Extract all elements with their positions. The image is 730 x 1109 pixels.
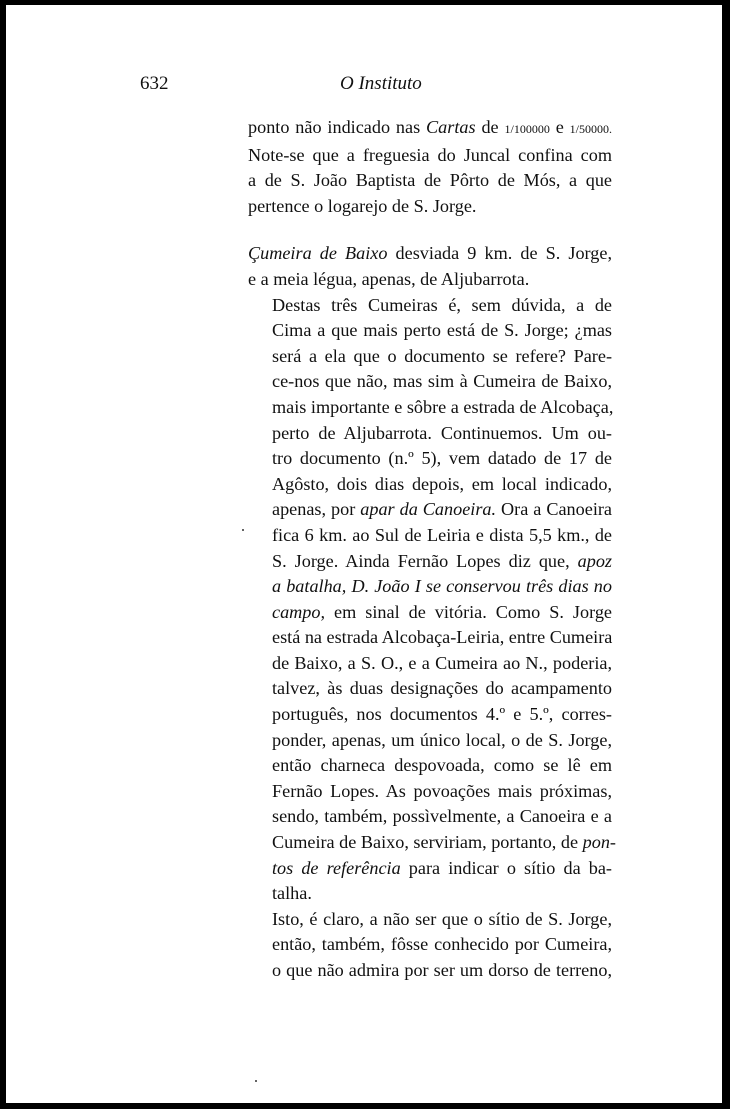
text-line: Isto, é claro, a não ser que o sítio de S. Jorge, <box>272 908 612 929</box>
text-line: talvez, às duas designações do acampamento <box>272 678 612 699</box>
text-span: em sinal de vitória. Como S. Jorge <box>325 601 612 622</box>
body-text <box>248 115 616 984</box>
text-line: português, nos documentos 4.º e 5.º, corres- <box>272 704 612 725</box>
text-span: para indicar o sítio da ba- <box>400 857 612 878</box>
text-line: Destas três Cumeiras é, sem dúvida, a de <box>272 294 612 315</box>
print-speck <box>242 529 244 531</box>
text-line <box>248 600 612 626</box>
text-span: Cumeira de Baixo, serviriam, portanto, de <box>272 832 583 853</box>
text-span: S. Jorge. Ainda Fernão Lopes diz que, <box>272 550 578 571</box>
text-line: de Baixo, a S. O., e a Cumeira ao N., poderia, <box>272 652 612 673</box>
text-line: Fernão Lopes. As povoações mais próximas, <box>272 780 612 801</box>
text-line: e a meia légua, apenas, de Aljubarrota. <box>248 268 530 289</box>
italic-span: pon- <box>582 832 616 853</box>
paragraph-1 <box>248 115 612 219</box>
text-line <box>248 241 612 267</box>
italic-span: Cartas <box>426 117 476 137</box>
text-line: então charneca despovoada, como se lê em <box>272 755 612 776</box>
text-span: ponto não indicado nas <box>248 117 427 137</box>
text-line <box>248 856 612 882</box>
text-line <box>248 549 612 575</box>
text-line: ponder, apenas, um único local, o de S. Jorge, <box>272 729 612 750</box>
italic-span: apoz <box>577 550 612 571</box>
fraction: 1/50000. <box>569 122 613 136</box>
text-line: a de S. João Baptista de Pôrto de Mós, a que <box>248 170 612 191</box>
italic-span: tos de referência <box>272 857 401 878</box>
text-line: pertence o logarejo de S. Jorge. <box>248 195 477 216</box>
running-head: O Instituto <box>340 73 422 94</box>
text-line: está na estrada Alcobaça-Leiria, entre Cumeira <box>272 627 613 648</box>
page-number: 632 <box>140 73 169 94</box>
text-line: perto de Aljubarrota. Continuemos. Um ou- <box>272 422 612 443</box>
italic-span: a batalha, D. João I se conservou três dias no <box>272 576 612 597</box>
text-span: e <box>549 117 570 137</box>
text-line: tro documento (n.º 5), vem datado de 17 de <box>272 448 612 469</box>
page-header <box>6 73 722 103</box>
text-line: será a ela que o documento se refere? Pare- <box>272 345 612 366</box>
text-line: mais importante e sôbre a estrada de Alcobaça, <box>272 396 614 417</box>
text-line: Cima a que mais perto está de S. Jorge; ¿mas <box>272 320 612 341</box>
text-line: Agôsto, dois dias depois, em local indicado, <box>272 473 612 494</box>
italic-span: campo, <box>272 601 326 622</box>
text-line <box>248 830 616 856</box>
text-line: Note-se que a freguesia do Juncal confina com <box>248 144 612 165</box>
text-span: desviada 9 km. de S. Jorge, <box>387 243 613 264</box>
text-line: o que não admira por ser um dorso de terreno, <box>272 960 612 980</box>
document-page <box>6 5 722 1103</box>
print-speck <box>255 1080 257 1082</box>
italic-span: Çumeira de Baixo <box>248 243 388 264</box>
text-line: fica 6 km. ao Sul de Leiria e dista 5,5 km., de <box>272 524 612 545</box>
paragraph-2 <box>248 241 612 292</box>
italic-span: apar da Canoeira. <box>360 499 497 520</box>
text-line <box>248 574 612 600</box>
paragraph-3 <box>248 293 616 907</box>
text-line <box>248 115 612 143</box>
text-span: apenas, por <box>272 499 361 520</box>
paragraph-4 <box>248 907 612 984</box>
text-line: ce-nos que não, mas sim à Cumeira de Baixo, <box>272 371 612 392</box>
text-line: sendo, também, possìvelmente, a Canoeira e a <box>272 806 612 827</box>
text-line <box>248 497 612 523</box>
text-span: Ora a Canoeira <box>496 499 612 520</box>
fraction: 1/100000 <box>504 122 550 136</box>
text-line: então, também, fôsse conhecido por Cumeira, <box>272 934 612 955</box>
text-line: talha. <box>272 883 312 904</box>
text-span: de <box>475 117 505 137</box>
